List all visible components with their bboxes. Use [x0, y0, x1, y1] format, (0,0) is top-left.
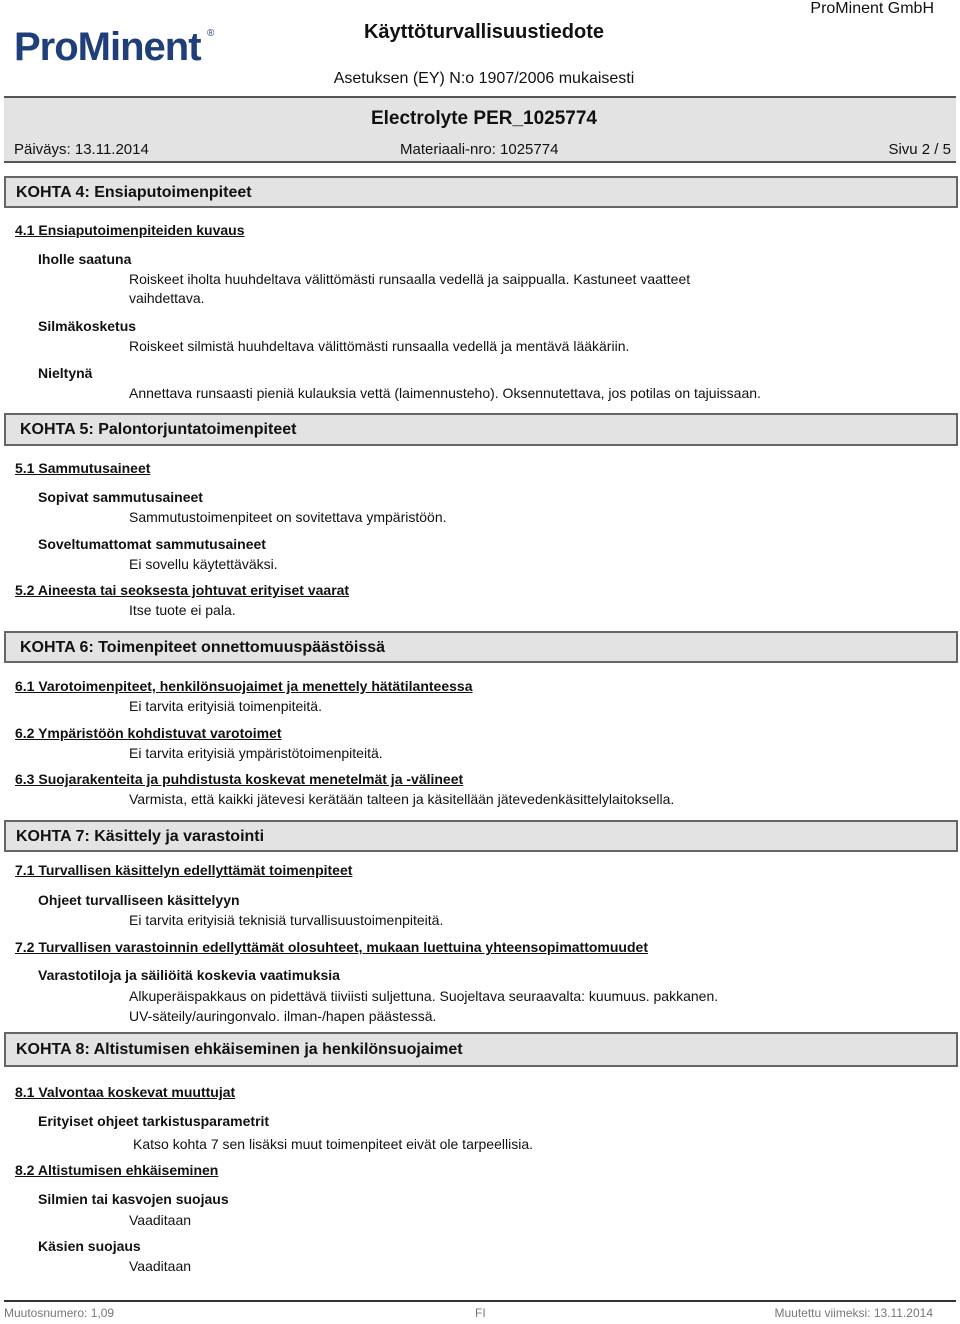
- last-modified: Muutettu viimeksi: 13.11.2014: [774, 1306, 933, 1320]
- suitable-media-text: Sammutustoimenpiteet on sovitettava ympäristöön.: [129, 509, 447, 525]
- control-parameters-text: Katso kohta 7 sen lisäksi muut toimenpiteet eivät ole tarpeellisia.: [133, 1136, 533, 1152]
- subsection-6-1-heading: 6.1 Varotoimenpiteet, henkilönsuojaimet ja menettely hätätilanteessa: [15, 678, 473, 694]
- subsection-5-2-text: Itse tuote ei pala.: [129, 602, 236, 618]
- company-name: ProMinent GmbH: [810, 0, 934, 17]
- section-5-title: KOHTA 5: Palontorjuntatoimenpiteet: [20, 421, 297, 438]
- subsection-5-1-heading: 5.1 Sammutusaineet: [15, 460, 151, 476]
- skin-contact-text-2: vaihdettava.: [129, 290, 205, 306]
- eye-contact-text: Roiskeet silmistä huuhdeltava välittömästi runsaalla vedellä ja mentävä lääkäriin.: [129, 338, 630, 354]
- page-number: Sivu 2 / 5: [888, 141, 951, 158]
- language-code: FI: [475, 1306, 486, 1320]
- subsection-7-2-heading: 7.2 Turvallisen varastoinnin edellyttämät olosuhteet, mukaan luettuina yhteensopimattomuudet: [15, 939, 648, 955]
- revision-number: Muutosnumero: 1,09: [4, 1306, 115, 1320]
- skin-contact-label: Iholle saatuna: [38, 251, 132, 267]
- safe-handling-text: Ei tarvita erityisiä teknisiä turvallisuustoimenpiteitä.: [129, 912, 444, 928]
- skin-contact-text-1: Roiskeet iholta huuhdeltava välittömästi runsaalla vedellä ja saippualla. Kastuneet vaatteet: [129, 271, 691, 287]
- product-name: Electrolyte PER_1025774: [370, 108, 598, 129]
- subsection-6-1-text: Ei tarvita erityisiä toimenpiteitä.: [129, 698, 322, 714]
- material-number: Materiaali-nro: 1025774: [400, 141, 559, 158]
- subsection-8-2-heading: 8.2 Altistumisen ehkäiseminen: [15, 1162, 219, 1178]
- section-5-header: [4, 413, 958, 446]
- subsection-7-1-heading: 7.1 Turvallisen käsittelyn edellyttämät toimenpiteet: [15, 862, 353, 878]
- storage-requirements-text-1: Alkuperäispakkaus on pidettävä tiiviisti suljettuna. Suojeltava seuraavalta: kuumuus. pakkanen.: [129, 988, 719, 1004]
- subsection-4-1-heading: 4.1 Ensiaputoimenpiteiden kuvaus: [15, 222, 245, 238]
- subsection-6-3-heading: 6.3 Suojarakenteita ja puhdistusta koskevat menetelmät ja -välineet: [15, 771, 464, 787]
- section-7-title: KOHTA 7: Käsittely ja varastointi: [16, 828, 265, 845]
- section-8-title: KOHTA 8: Altistumisen ehkäiseminen ja henkilönsuojaimet: [16, 1041, 463, 1058]
- svg-text:®: ®: [207, 28, 215, 39]
- document-title: Käyttöturvallisuustiedote: [363, 21, 605, 43]
- eye-contact-label: Silmäkosketus: [38, 318, 137, 334]
- subsection-6-2-heading: 6.2 Ympäristöön kohdistuvat varotoimet: [15, 725, 282, 741]
- eye-face-protection-text: Vaaditaan: [129, 1212, 192, 1228]
- subsection-6-2-text: Ei tarvita erityisiä ympäristötoimenpiteitä.: [129, 745, 383, 761]
- unsuitable-media-text: Ei sovellu käytettäväksi.: [129, 556, 278, 572]
- suitable-media-label: Sopivat sammutusaineet: [38, 489, 203, 505]
- svg-text:ProMinent: ProMinent: [14, 25, 201, 68]
- section-4-title: KOHTA 4: Ensiaputoimenpiteet: [16, 184, 252, 201]
- section-4-header: [4, 176, 958, 208]
- storage-requirements-label: Varastotiloja ja säiliöitä koskevia vaatimuksia: [38, 967, 340, 983]
- ingestion-text: Annettava runsaasti pieniä kulauksia vettä (laimennusteho). Oksennutettava, jos potilas on tajuissaan.: [129, 385, 761, 401]
- ingestion-label: Nieltynä: [38, 365, 93, 381]
- section-6-title: KOHTA 6: Toimenpiteet onnettomuuspäästöissä: [20, 639, 386, 656]
- control-parameters-label: Erityiset ohjeet tarkistusparametrit: [38, 1113, 270, 1129]
- section-7-header: [4, 820, 958, 852]
- unsuitable-media-label: Soveltumattomat sammutusaineet: [38, 536, 266, 552]
- safe-handling-label: Ohjeet turvalliseen käsittelyyn: [38, 892, 240, 908]
- section-8-header: [4, 1032, 958, 1067]
- section-6-header: [4, 631, 958, 663]
- regulation-reference: Asetuksen (EY) N:o 1907/2006 mukaisesti: [333, 70, 635, 87]
- hand-protection-label: Käsien suojaus: [38, 1238, 141, 1254]
- storage-requirements-text-2: UV-säteily/auringonvalo. ilman-/hapen päästessä.: [129, 1008, 437, 1024]
- eye-face-protection-label: Silmien tai kasvojen suojaus: [38, 1191, 229, 1207]
- document-date: Päiväys: 13.11.2014: [14, 141, 149, 158]
- subsection-6-3-text: Varmista, että kaikki jätevesi kerätään talteen ja käsitellään jätevedenkäsittelylaitoksella.: [129, 791, 675, 807]
- subsection-5-2-heading: 5.2 Aineesta tai seoksesta johtuvat erityiset vaarat: [15, 582, 350, 598]
- footer-divider: [4, 1300, 956, 1302]
- subsection-8-1-heading: 8.1 Valvontaa koskevat muuttujat: [15, 1084, 236, 1100]
- hand-protection-text: Vaaditaan: [129, 1258, 192, 1274]
